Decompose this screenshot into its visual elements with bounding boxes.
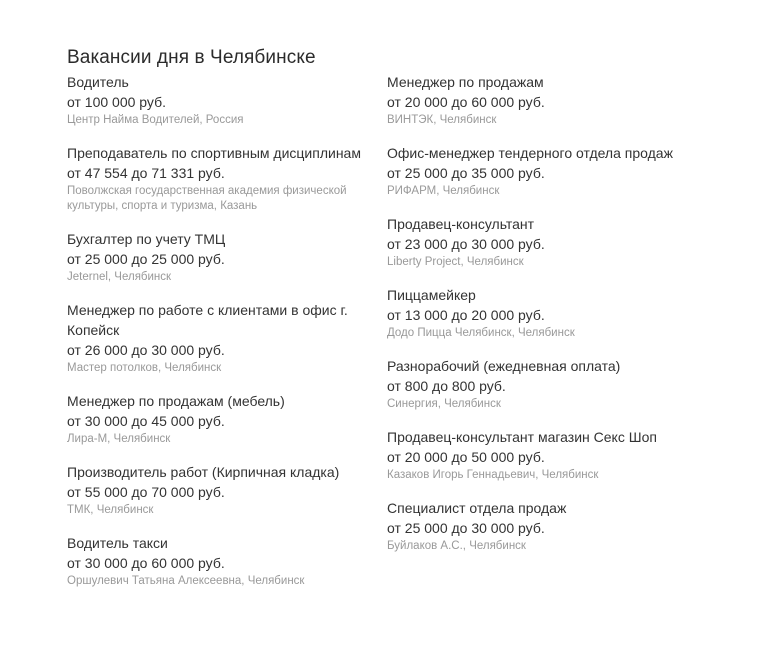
vacancy-salary: от 25 000 до 30 000 руб. (387, 520, 545, 536)
vacancy-item (67, 72, 367, 128)
vacancy-salary: от 30 000 до 45 000 руб. (67, 413, 225, 429)
vacancy-item (387, 72, 717, 128)
vacancy-column-left (67, 72, 367, 604)
vacancy-item (387, 356, 717, 412)
page-title: Вакансии дня в Челябинске (67, 46, 316, 68)
vacancy-company: ТМК, Челябинск (67, 504, 154, 516)
vacancy-title-link[interactable]: Пиццамейкер (387, 287, 476, 303)
vacancy-title-link[interactable]: Менеджер по продажам (387, 74, 544, 90)
vacancy-item (387, 285, 717, 341)
vacancy-company: РИФАРМ, Челябинск (387, 185, 500, 197)
vacancy-company: Liberty Project, Челябинск (387, 256, 524, 268)
vacancy-company: Поволжская государственная академия физической культуры, спорта и туризма, Казань (67, 185, 347, 212)
vacancy-company: ВИНТЭК, Челябинск (387, 114, 497, 126)
vacancy-company: Центр Найма Водителей, Россия (67, 114, 244, 126)
vacancy-item (67, 391, 367, 447)
vacancy-salary: от 20 000 до 50 000 руб. (387, 449, 545, 465)
vacancy-item (67, 143, 367, 214)
vacancy-title-link[interactable]: Разнорабочий (ежедневная оплата) (387, 358, 621, 374)
vacancy-column-right (387, 72, 717, 569)
vacancy-salary: от 55 000 до 70 000 руб. (67, 484, 225, 500)
vacancy-salary: от 30 000 до 60 000 руб. (67, 555, 225, 571)
vacancy-title-link[interactable]: Водитель такси (67, 535, 168, 551)
vacancy-item (67, 462, 367, 518)
vacancy-salary: от 13 000 до 20 000 руб. (387, 307, 545, 323)
vacancy-title-link[interactable]: Производитель работ (Кирпичная кладка) (67, 464, 340, 480)
vacancy-salary: от 47 554 до 71 331 руб. (67, 165, 225, 181)
vacancy-company: Синергия, Челябинск (387, 398, 501, 410)
vacancy-company: Додо Пицца Челябинск, Челябинск (387, 327, 575, 339)
vacancy-company: Jeternel, Челябинск (67, 271, 172, 283)
vacancy-title-link[interactable]: Специалист отдела продаж (387, 500, 567, 516)
vacancy-item (67, 533, 367, 589)
vacancy-company: Мастер потолков, Челябинск (67, 362, 222, 374)
vacancy-salary: от 20 000 до 60 000 руб. (387, 94, 545, 110)
vacancy-item (387, 498, 717, 554)
vacancy-salary: от 23 000 до 30 000 руб. (387, 236, 545, 252)
vacancy-salary: от 25 000 до 25 000 руб. (67, 251, 225, 267)
vacancy-title-link[interactable]: Офис-менеджер тендерного отдела продаж (387, 145, 673, 161)
vacancy-item (67, 229, 367, 285)
vacancy-salary: от 25 000 до 35 000 руб. (387, 165, 545, 181)
vacancy-item (67, 300, 367, 376)
vacancy-title-link[interactable]: Продавец-консультант (387, 216, 535, 232)
vacancy-salary: от 100 000 руб. (67, 94, 166, 110)
vacancy-title-link[interactable]: Водитель (67, 74, 129, 90)
vacancy-title-link[interactable]: Продавец-консультант магазин Секс Шоп (387, 429, 657, 445)
vacancy-item (387, 427, 717, 483)
vacancy-title-link[interactable]: Преподаватель по спортивным дисциплинам (67, 145, 361, 161)
vacancy-company: Лира-М, Челябинск (67, 433, 171, 445)
vacancy-title-link[interactable]: Менеджер по работе с клиентами в офис г. Копейск (67, 302, 348, 338)
vacancy-salary: от 800 до 800 руб. (387, 378, 506, 394)
vacancy-company: Буйлаков А.С., Челябинск (387, 540, 526, 552)
vacancy-title-link[interactable]: Бухгалтер по учету ТМЦ (67, 231, 226, 247)
vacancy-company: Казаков Игорь Геннадьевич, Челябинск (387, 469, 599, 481)
vacancy-title-link[interactable]: Менеджер по продажам (мебель) (67, 393, 285, 409)
vacancy-item (387, 214, 717, 270)
vacancy-company: Оршулевич Татьяна Алексеевна, Челябинск (67, 575, 305, 587)
vacancy-item (387, 143, 717, 199)
vacancy-salary: от 26 000 до 30 000 руб. (67, 342, 225, 358)
